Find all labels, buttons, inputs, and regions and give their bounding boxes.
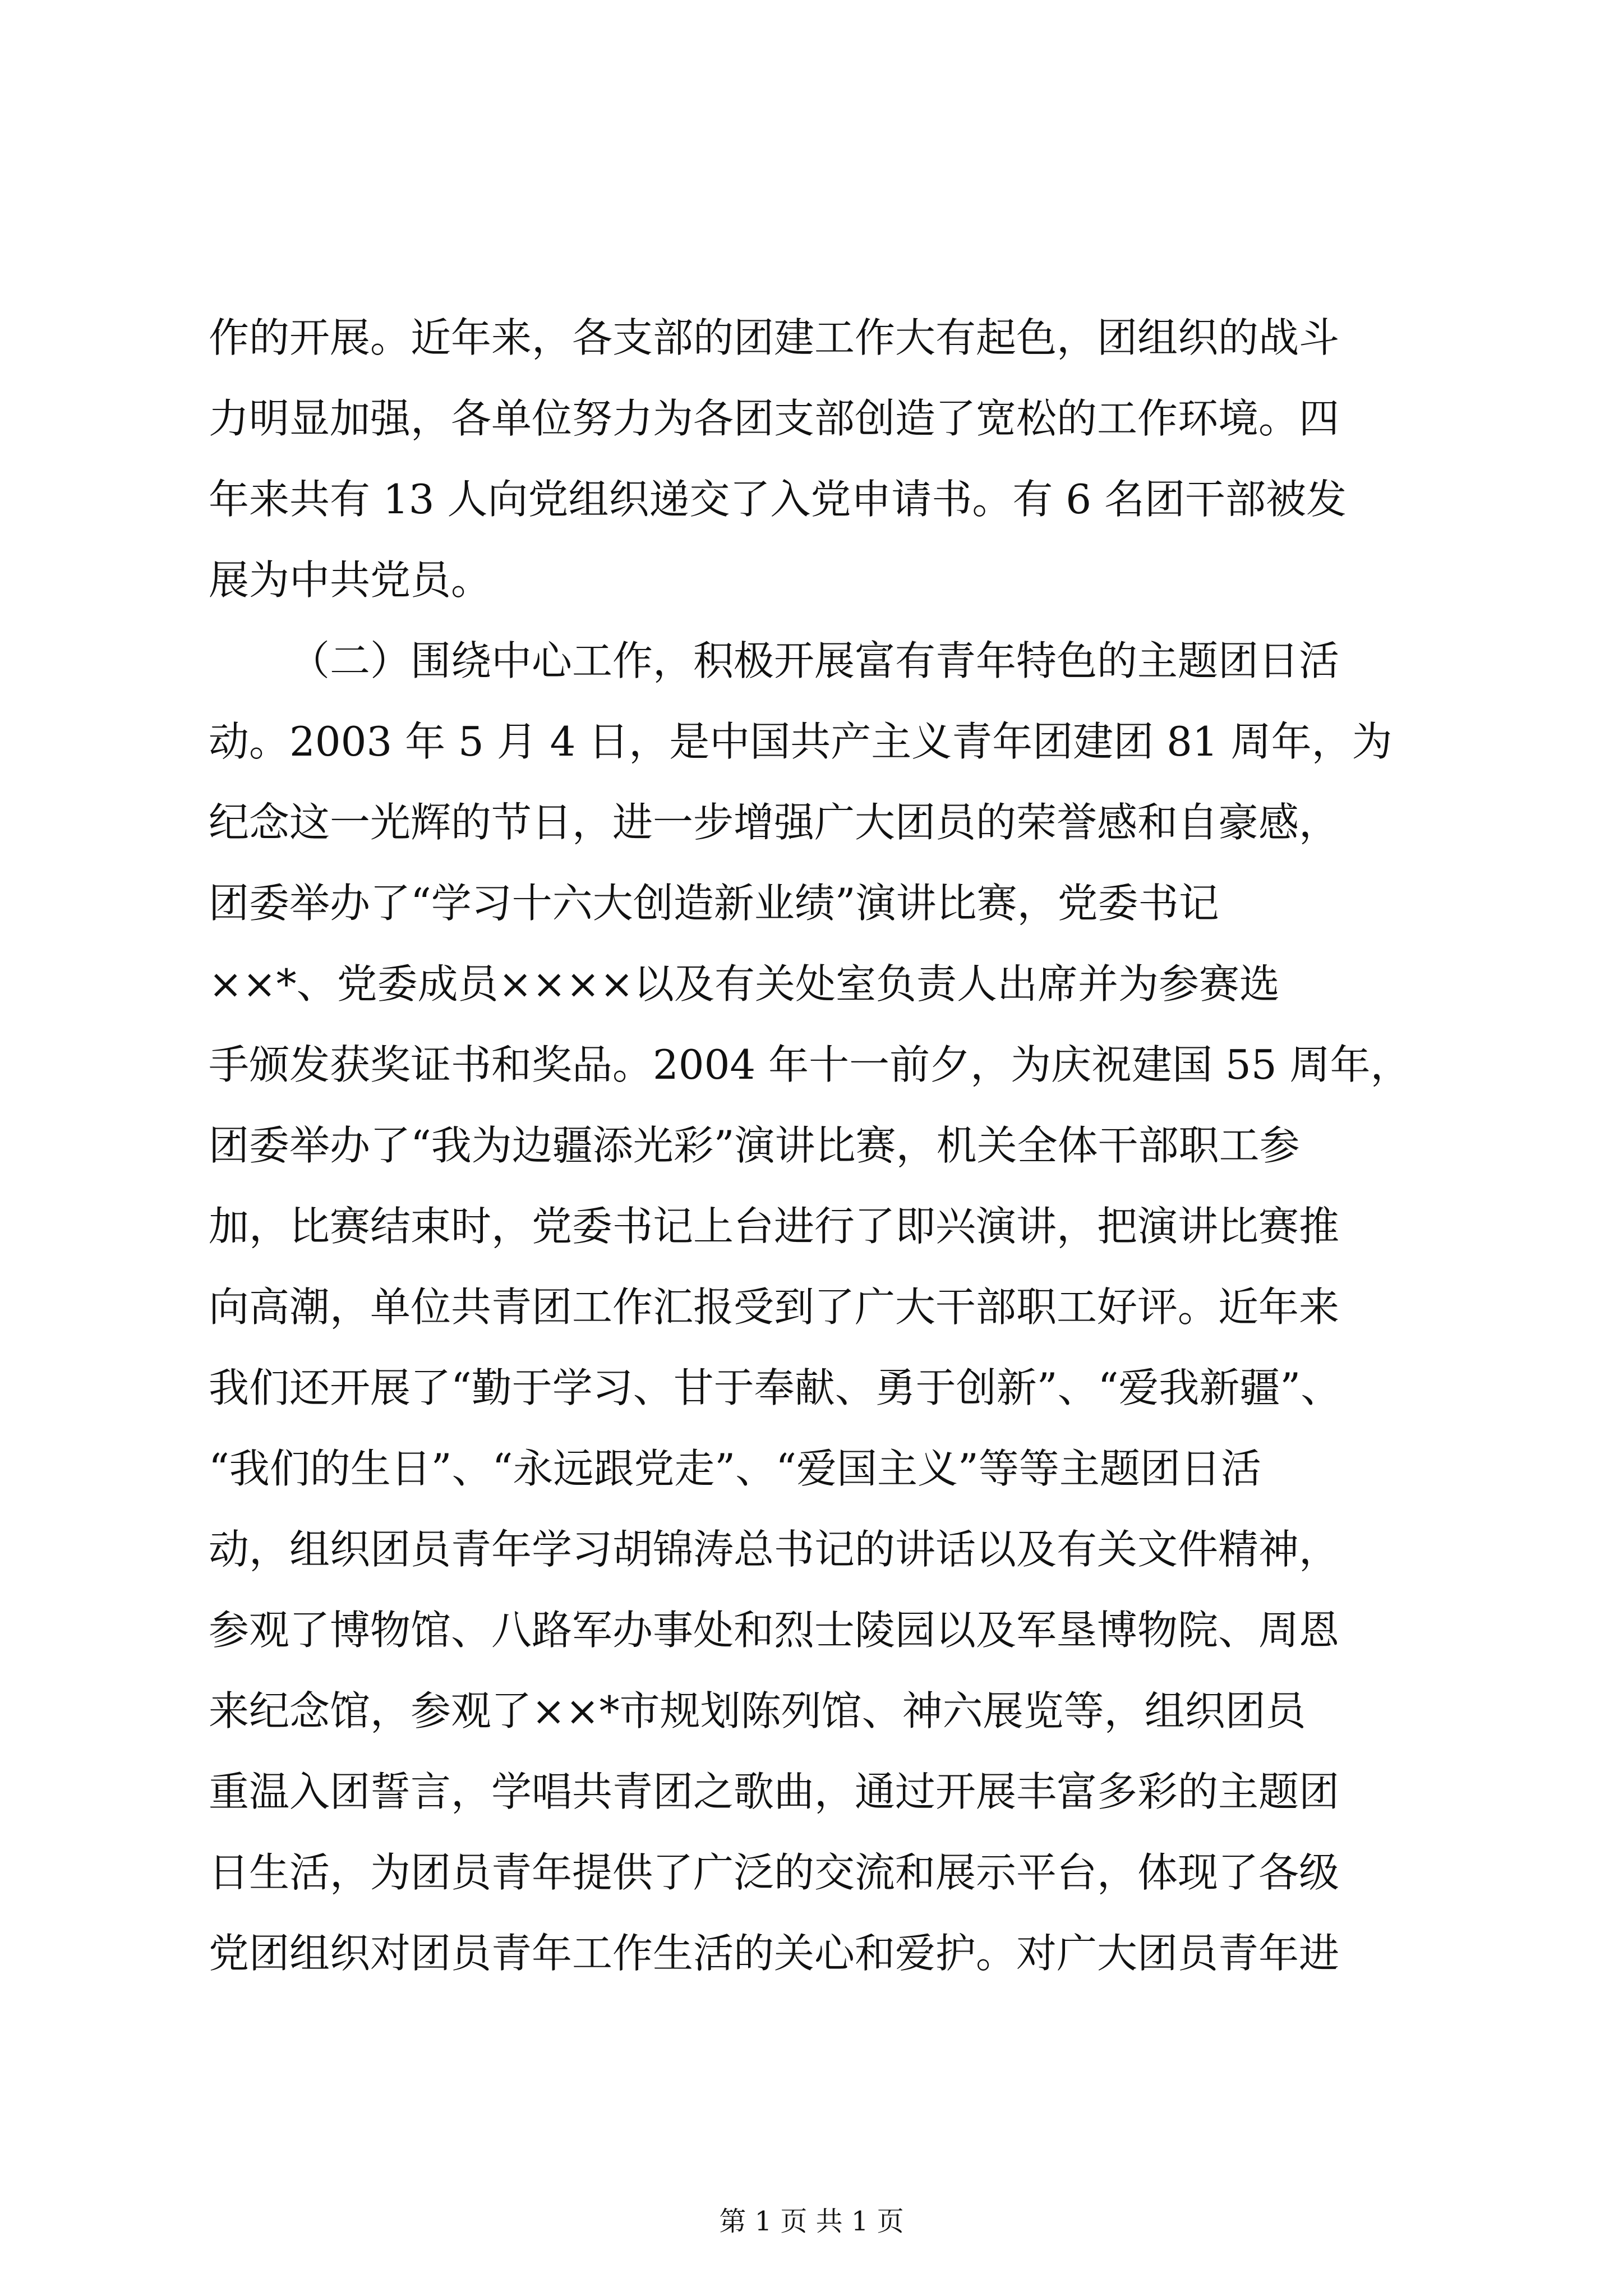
document-body	[209, 297, 1437, 1994]
text-line: 向高潮，单位共青团工作汇报受到了广大干部职工好评。近年来	[209, 1283, 1340, 1331]
text-line: 动，组织团员青年学习胡锦涛总书记的讲话以及有关文件精神，	[209, 1526, 1340, 1573]
text-line: （二）围绕中心工作，积极开展富有青年特色的主题团日活	[289, 637, 1340, 684]
text-line: ××*、党委成员××××以及有关处室负责人出席并为参赛选	[209, 960, 1280, 1007]
page-footer: 第 1 页 共 1 页	[719, 2206, 904, 2237]
text-line: 参观了博物馆、八路军办事处和烈士陵园以及军垦博物院、周恩	[209, 1607, 1340, 1654]
text-line: 日生活，为团员青年提供了广泛的交流和展示平台，体现了各级	[209, 1849, 1340, 1896]
text-line: 力明显加强，各单位努力为各团支部创造了宽松的工作环境。四	[209, 395, 1340, 442]
text-line: 来纪念馆，参观了××*市规划陈列馆、神六展览等，组织团员	[209, 1687, 1306, 1734]
text-line: 加，比赛结束时，党委书记上台进行了即兴演讲，把演讲比赛推	[209, 1203, 1340, 1250]
text-line: 展为中共党员。	[209, 556, 492, 604]
text-line: 团委举办了“我为边疆添光彩”演讲比赛，机关全体干部职工参	[209, 1122, 1300, 1169]
text-line: 年来共有 13 人向党组织递交了入党申请书。有 6 名团干部被发	[209, 476, 1347, 523]
text-line: 我们还开展了“勤于学习、甘于奉献、勇于创新”、“爱我新疆”、	[209, 1364, 1341, 1411]
text-line: 作的开展。近年来，各支部的团建工作大有起色，团组织的战斗	[209, 314, 1340, 361]
text-line: 团委举办了“学习十六大创造新业绩”演讲比赛，党委书记	[209, 880, 1219, 927]
text-line: 重温入团誓言，学唱共青团之歌曲，通过开展丰富多彩的主题团	[209, 1768, 1340, 1815]
text-line: 党团组织对团员青年工作生活的关心和爱护。对广大团员青年进	[209, 1930, 1340, 1977]
text-line: 纪念这一光辉的节日，进一步增强广大团员的荣誉感和自豪感，	[209, 799, 1340, 846]
text-line: “我们的生日”、“永远跟党走”、“爱国主义”等等主题团日活	[209, 1445, 1261, 1492]
text-line: 手颁发获奖证书和奖品。2004 年十一前夕，为庆祝建国 55 周年，	[209, 1041, 1411, 1088]
text-line: 动。2003 年 5 月 4 日，是中国共产主义青年团建团 81 周年，为	[209, 718, 1393, 765]
